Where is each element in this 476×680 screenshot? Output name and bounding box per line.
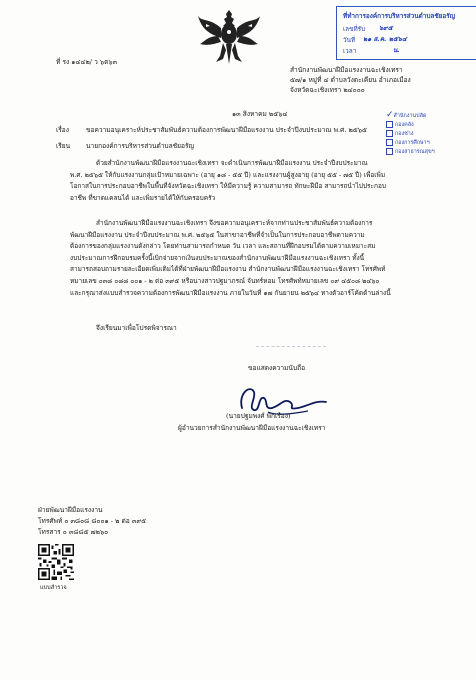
- signatory-position: ผู้อำนวยการสำนักงานพัฒนาฝีมือแรงงานฉะเชิงเทรา: [178, 424, 326, 432]
- footer-phone: โทรศัพท์ ๐ ๓๘๐๘ ๘๐๐๑ - ๒ ต่อ ๓๙๕: [38, 517, 147, 525]
- paragraph-line: พ.ศ. ๒๕๖๕ ให้กับแรงงานกลุ่มเป้าหมายเฉพาะ (อายุ ๑๘ - ๕๕ ปี) และแรงงานผู้สูงอายุ (อายุ ๕๕ - ๗๕ ปี) เพื่อเพิ่ม: [70, 170, 386, 179]
- survey-qr-code-icon[interactable]: [38, 544, 74, 580]
- paragraph-line: ต้องการของกลุ่มแรงงานดังกล่าว โดยท่านสามารถกำหนด วัน เวลา และสถานที่ฝึกอบรมได้ตามความเหมาะสม: [70, 242, 376, 251]
- routing-item-education: กองการศึกษาฯ: [386, 139, 430, 147]
- routing-item-health: กองสาธารณสุขฯ: [386, 148, 435, 156]
- paragraph-line: อาชีพ ที่ขาดแคลนได้ และเพิ่มรายได้ให้กับครอบครัว: [70, 193, 216, 202]
- checkbox-icon: [386, 139, 393, 146]
- footer-department: ฝ่ายพัฒนาฝีมือแรงงาน: [38, 506, 103, 514]
- sender-address-line-2: จังหวัดฉะเชิงเทรา ๒๔๐๐๐: [290, 86, 365, 94]
- body-paragraph-1: [70, 158, 406, 204]
- paragraph-line: และกรุณาส่งแบบสำรวจความต้องการพัฒนาฝีมือแรงงาน ภายในวันที่ ๑๗ กันยายน ๒๕๖๔ ทางตัวอาร์โค้ดด้านล่างนี้: [70, 288, 391, 297]
- stamp-receipt-no-label: เลขที่รับ: [343, 25, 366, 33]
- stamp-org-line: ที่ทำการองค์การบริหารส่วนตำบลชัยอรัญ: [343, 12, 456, 20]
- salutation-label: เรียน: [56, 142, 71, 150]
- subject-text: ขอความอนุเคราะห์ประชาสัมพันธ์ความต้องการพัฒนาฝีมือแรงงาน ประจำปีงบประมาณ พ.ศ. ๒๕๖๕: [86, 126, 367, 134]
- closing-request: จึงเรียนมาเพื่อโปรดพิจารณา: [96, 324, 177, 332]
- checkbox-icon: [386, 121, 393, 128]
- paragraph-line: โอกาสในการประกอบอาชีพในพื้นที่จังหวัดฉะเชิงเทรา ให้มีความรู้ ความสามารถ ทักษะฝีมือ สามารถนำไปประกอบ: [70, 182, 386, 191]
- garuda-emblem-icon: [196, 6, 262, 68]
- checkmark-icon: ✓: [386, 110, 394, 120]
- reference-number: ที่ รง ๑๔๔๒/ ว ๖ต๖๓: [56, 58, 118, 66]
- paragraph-line: สำนักงานพัฒนาฝีมือแรงงานฉะเชิงเทรา จึงขอความอนุเคราะห์จากท่านประชาสัมพันธ์ความต้องการ: [96, 219, 373, 227]
- body-paragraph-2: [70, 218, 406, 299]
- salutation-text: นายกองค์การบริหารส่วนตำบลชัยอรัญ: [86, 142, 195, 150]
- paragraph-line: พัฒนาฝีมือแรงงาน ประจำปีงบประมาณ พ.ศ. ๒๕๖๕ ในสาขาอาชีพที่จำเป็นในการประกอบอาชีพตามความ: [70, 230, 365, 239]
- sender-org-name: สำนักงานพัฒนาฝีมือแรงงานฉะเชิงเทรา: [290, 66, 403, 74]
- paragraph-line: งบประมาณการฝึกอบรมครั้งนี้เบิกจ่ายจากเงินงบประมาณของสำนักงานพัฒนาฝีมือแรงงานฉะเชิงเทรา ทั้งนี้: [70, 253, 365, 262]
- routing-item-finance: กองคลัง: [386, 121, 414, 129]
- paragraph-line: สามารถสอบถามรายละเอียดเพิ่มเติมได้ที่ฝ่ายพัฒนาฝีมือแรงงาน สำนักงานพัฒนาฝีมือแรงงานฉะเชิงเทรา โทรศัพท์: [70, 265, 386, 274]
- signatory-name: (นายปฐมพงศ์ พิกเรือง): [226, 412, 291, 420]
- paragraph-line: ด้วยสำนักงานพัฒนาฝีมือแรงงานฉะเชิงเทรา จะดำเนินการพัฒนาฝีมือแรงงาน ประจำปีงบประมาณ: [96, 159, 368, 167]
- checkbox-icon: [386, 148, 393, 155]
- routing-item-engineering: กองช่าง: [386, 130, 413, 138]
- footer-fax: โทรสาร ๐ ๓๘๘๕ ๗๒๖๐: [38, 528, 109, 536]
- stamp-date-label: วันที่: [343, 36, 356, 44]
- qr-caption: แบบสำรวจ: [40, 585, 67, 591]
- letter-date: ๑๓ สิงหาคม ๒๕๖๔: [232, 110, 288, 118]
- stamp-receipt-no-value: ๖๙๕: [379, 24, 393, 32]
- routing-item-office: ✓สำนักงานปลัด: [386, 110, 427, 120]
- respect-closing: ขอแสดงความนับถือ: [248, 364, 306, 372]
- subject-label: เรื่อง: [56, 126, 69, 134]
- paragraph-line: หมายเลข ๐๓๘ ๐๘๘ ๐๐๑ - ๒ ต่อ ๓๙๕ หรือนางสาวปฐมาภรณ์ จันทร์หอม โทรศัพท์หมายเลข ๐๙ ๔๕๐๘ ๒๔๖๐: [70, 276, 380, 285]
- stamp-date-value: ๒๑ ส.ค. ๒๕๖๔: [363, 35, 407, 43]
- stamp-time-value: น.: [393, 46, 400, 54]
- received-stamp: [336, 6, 476, 60]
- stamp-time-label: เวลา: [343, 47, 357, 55]
- sender-address-line-1: ๕๗/๑ หมู่ที่ ๔ ตำบลวังตะเคียน อำเภอเมือง: [290, 76, 411, 84]
- checkbox-icon: [386, 130, 393, 137]
